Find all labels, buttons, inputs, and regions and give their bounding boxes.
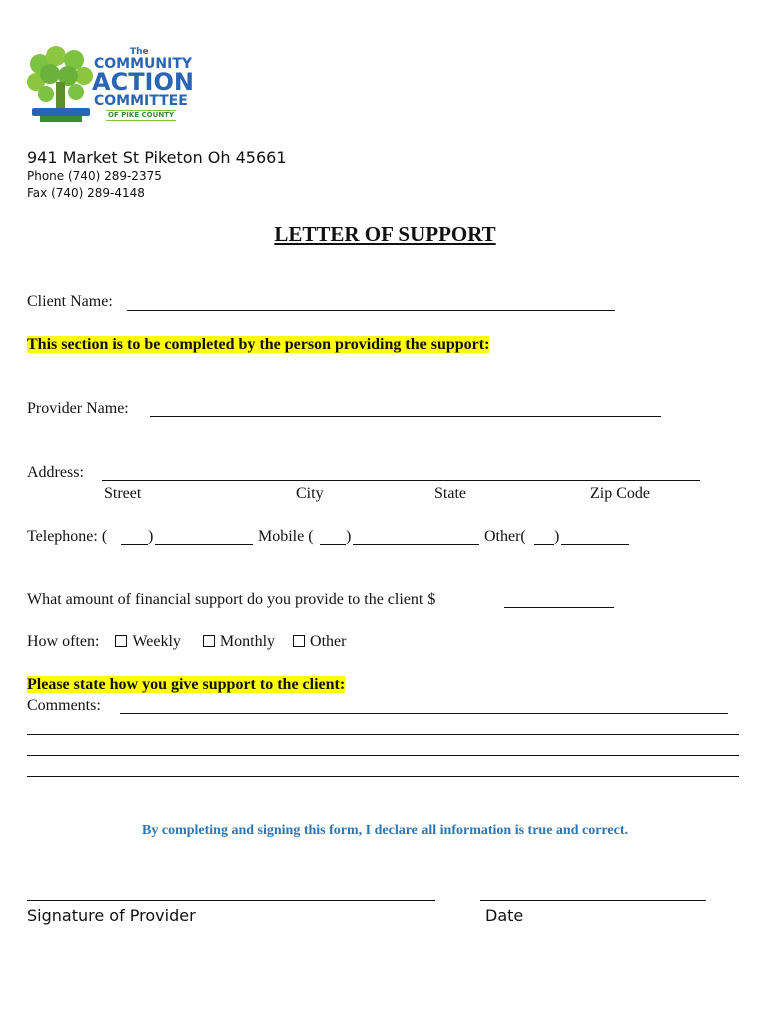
signature-field[interactable] <box>27 900 435 901</box>
other-close-paren: ) <box>554 528 560 545</box>
date-field[interactable] <box>480 900 706 901</box>
monthly-label: Monthly <box>219 633 276 650</box>
mobile-area-code-field[interactable] <box>320 544 346 545</box>
address-state-label: State <box>434 485 466 502</box>
logo-pike-county: OF PIKE COUNTY <box>108 111 175 119</box>
financial-amount-field[interactable] <box>504 607 614 608</box>
address-field[interactable] <box>102 480 700 481</box>
logo-the: The <box>130 47 149 57</box>
mobile-close-paren: ) <box>346 528 352 545</box>
other-area-code-field[interactable] <box>534 544 554 545</box>
how-often-row <box>27 633 346 651</box>
comments-line-3[interactable] <box>27 755 739 756</box>
provider-name-label: Provider Name: <box>27 400 129 417</box>
section-note: This section is to be completed by the person providing the support: <box>27 336 490 353</box>
telephone-number-field[interactable] <box>155 544 253 545</box>
address-label: Address: <box>27 464 84 481</box>
page-title: LETTER OF SUPPORT <box>274 222 496 246</box>
financial-question: What amount of financial support do you provide to the client $ <box>27 591 436 608</box>
tree-logo-icon <box>26 46 96 124</box>
organization-logo <box>26 46 206 124</box>
other-phone-label: Other( <box>484 528 526 545</box>
how-often-label: How often: <box>27 633 100 650</box>
provider-name-field[interactable] <box>150 416 661 417</box>
telephone-area-code-field[interactable] <box>121 544 148 545</box>
checkbox-icon <box>203 635 215 647</box>
mobile-number-field[interactable] <box>353 544 479 545</box>
logo-community: COMMUNITY <box>94 56 193 72</box>
other-checkbox[interactable] <box>293 633 346 650</box>
mobile-label: Mobile ( <box>258 528 314 545</box>
support-prompt: Please state how you give support to the client: <box>27 676 346 693</box>
date-label: Date <box>485 906 524 925</box>
client-name-field[interactable] <box>127 310 615 311</box>
address-zip-label: Zip Code <box>590 485 650 502</box>
monthly-checkbox[interactable] <box>203 633 275 650</box>
comments-line-1[interactable] <box>120 713 728 714</box>
client-name-label: Client Name: <box>27 293 113 310</box>
comments-label: Comments: <box>27 697 101 714</box>
weekly-checkbox[interactable] <box>115 633 180 650</box>
checkbox-icon <box>115 635 127 647</box>
address-city-label: City <box>296 485 324 502</box>
weekly-label: Weekly <box>132 633 181 650</box>
org-fax: Fax (740) 289-4148 <box>27 186 145 200</box>
org-phone: Phone (740) 289-2375 <box>27 169 162 183</box>
telephone-label: Telephone: ( <box>27 528 108 545</box>
comments-line-4[interactable] <box>27 776 739 777</box>
signature-label: Signature of Provider <box>27 906 196 925</box>
comments-line-2[interactable] <box>27 734 739 735</box>
logo-action: ACTION <box>92 68 194 96</box>
org-address: 941 Market St Piketon Oh 45661 <box>27 148 287 167</box>
checkbox-icon <box>293 635 305 647</box>
other-number-field[interactable] <box>561 544 629 545</box>
address-street-label: Street <box>104 485 142 502</box>
logo-committee: COMMITTEE <box>94 93 188 109</box>
telephone-close-paren: ) <box>148 528 154 545</box>
declaration-text: By completing and signing this form, I declare all information is true and correct. <box>142 823 628 838</box>
other-frequency-label: Other <box>310 633 347 650</box>
